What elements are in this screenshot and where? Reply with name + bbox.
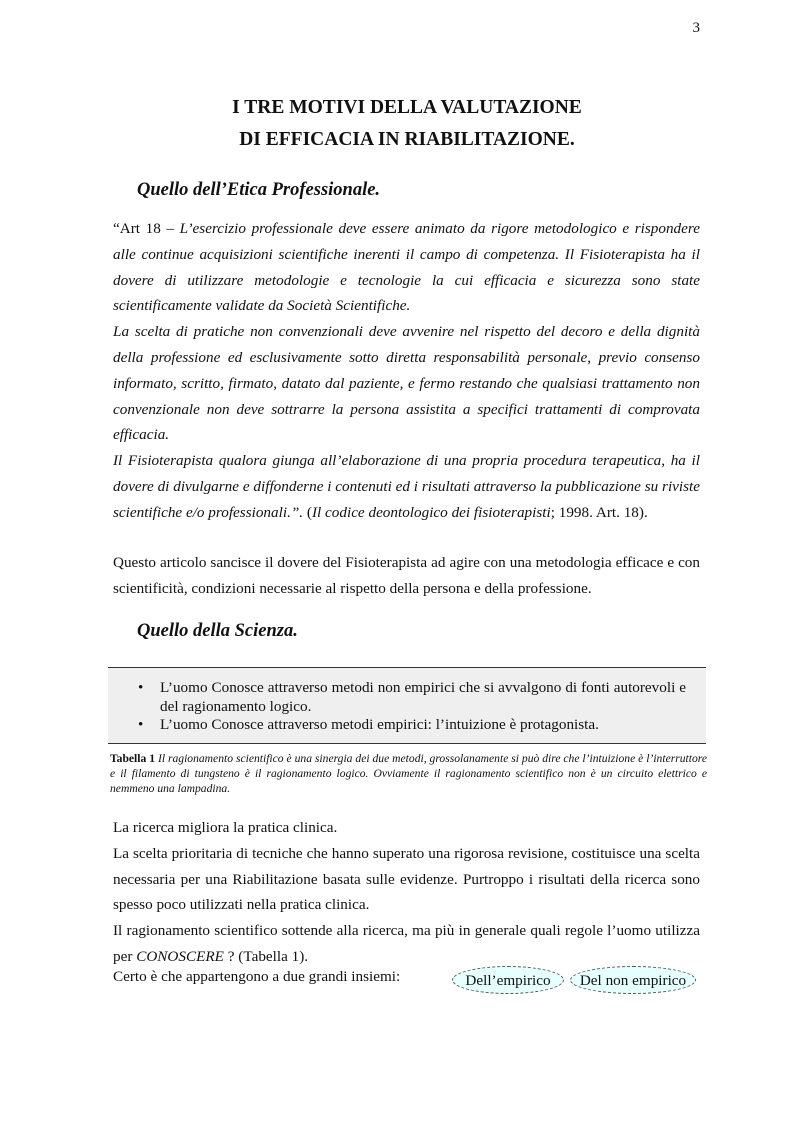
- body-last-line: Certo è che appartengono a due grandi insiemi:: [113, 968, 401, 985]
- quote-art-18: [113, 216, 700, 526]
- body-line-1: La ricerca migliora la pratica clinica.: [113, 819, 338, 836]
- citation-title: Il codice deontologico dei fisioterapisti: [311, 503, 551, 521]
- ellipse-non-empirico: Del non empirico: [570, 966, 696, 994]
- body-paragraph-3: [113, 918, 700, 970]
- page-number: 3: [692, 20, 700, 36]
- table-list-item: [138, 716, 686, 735]
- table-caption: [110, 751, 707, 796]
- body-p3-conoscere: CONOSCERE: [136, 947, 224, 965]
- body-text: [113, 815, 700, 970]
- caption-label: Tabella 1: [110, 752, 156, 765]
- body-p3-end: ? (Tabella 1).: [223, 947, 309, 965]
- section-heading-scienza: Quello della Scienza.: [137, 621, 298, 641]
- bullet-icon: •: [138, 679, 144, 696]
- page-title: [113, 92, 701, 156]
- quote-paragraph-2: La scelta di pratiche non convenzionali deve avvenire nel rispetto del decoro e della dignità della professione ed esclusivamente sotto diretta responsabilità personale, previo consenso informato, scritto, firmato, datato dal paziente, e fermo restando che qualsiasi trattamento non convenzionale non deve sottrarre la persona assistita a specifici trattamenti di comprovata efficacia.: [113, 323, 700, 444]
- title-line-1: I TRE MOTIVI DELLA VALUTAZIONE: [232, 97, 582, 118]
- table-1: [108, 667, 706, 744]
- citation-close: ; 1998. Art. 18).: [550, 503, 648, 521]
- quote-paragraph-1: L’esercizio professionale deve essere animato da rigore metodologico e rispondere alle continue acquisizioni scientifiche inerenti il campo di competenza. Il Fisioterapista ha il dovere di utilizzare metodologie e tecnologie la cui efficacia e sicurezza sono state scientificamente validate da Società Scientifiche.: [113, 220, 700, 315]
- caption-text: Il ragionamento scientifico è una sinergia dei due metodi, grossolanamente si può dire che l’intuizione è l’interruttore e il filamento di tungsteno è il ragionamento logico. Ovviamente il ragionamento scientifico non è un circuito elettrico e nemmeno una lampadina.: [110, 752, 707, 795]
- paragraph-after-quote: Questo articolo sancisce il dovere del Fisioterapista ad agire con una metodologia efficace e con scientificità, condizioni necessarie al rispetto della persona e della professione.: [113, 554, 700, 597]
- quote-open: “Art 18 –: [113, 220, 180, 237]
- table-list-item: [138, 679, 686, 716]
- table-item-text: L’uomo Conosce attraverso metodi empirici: l’intuizione è protagonista.: [160, 716, 599, 733]
- table-item-text: L’uomo Conosce attraverso metodi non empirici che si avvalgono di fonti autorevoli e del ragionamento logico.: [160, 679, 686, 715]
- body-p3-start: Il ragionamento scientifico sottende alla ricerca, ma più in generale quali regole l’uomo utilizza per: [113, 922, 700, 965]
- quote-paragraph-3: Il Fisioterapista qualora giunga all’elaborazione di una propria procedura terapeutica, ha il dovere di divulgarne e diffonderne i contenuti ed i risultati attraverso la pubblicazione su riviste scientifiche e/o professionali.”.: [113, 452, 700, 521]
- citation-open: (: [303, 503, 312, 521]
- body-paragraph-2: La scelta prioritaria di tecniche che hanno superato una rigorosa revisione, costituisce una scelta necessaria per una Riabilitazione basata sulle evidenze. Purtroppo i risultati della ricerca sono spesso poco utilizzati nella pratica clinica.: [113, 844, 700, 914]
- section-heading-etica: Quello dell’Etica Professionale.: [137, 180, 381, 200]
- ellipse-empirico: Dell’empirico: [452, 966, 564, 994]
- table-list: [138, 679, 686, 735]
- bullet-icon: •: [138, 716, 144, 733]
- title-line-2: DI EFFICACIA IN RIABILITAZIONE.: [239, 129, 575, 150]
